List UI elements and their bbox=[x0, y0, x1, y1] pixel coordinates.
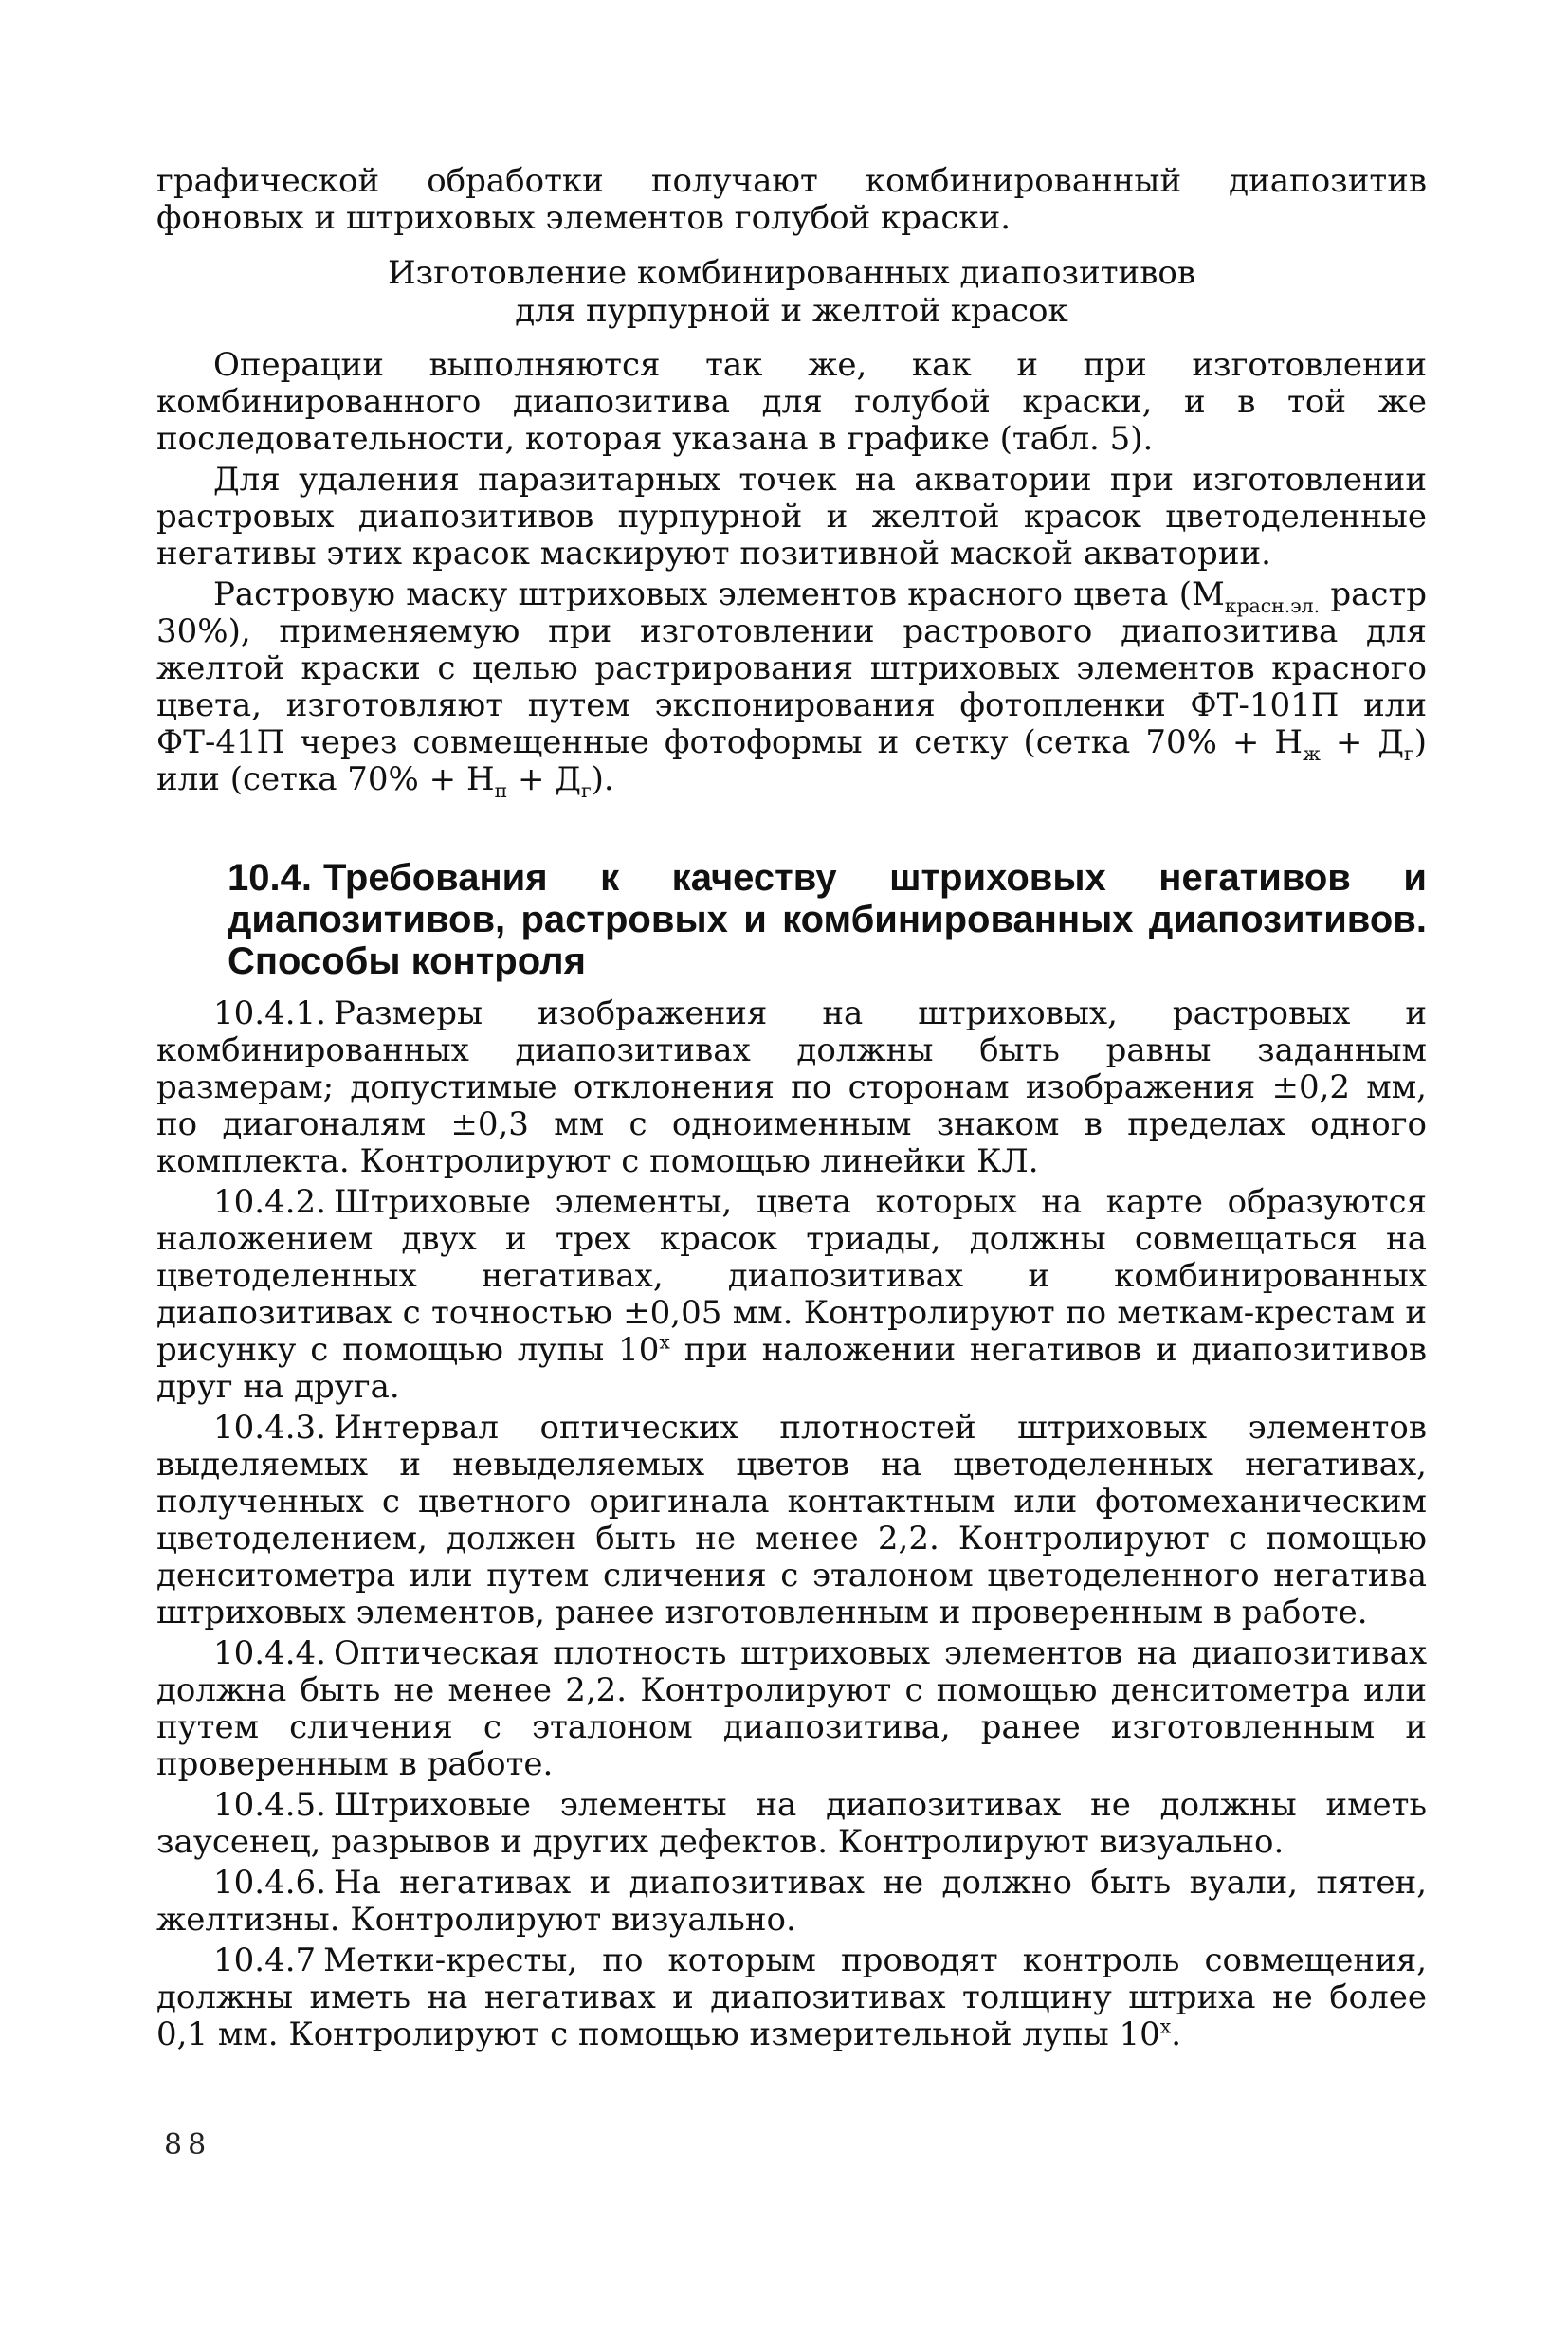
raster-text-2: растр 30%), применяемую при изготовлении растрового диапозитива для желтой краски с целью растрирования штриховых элементов красного цвета, изготовляют путем экспонирования фотопленки ФТ-101П или ФТ-41П через совмещенные фотоформы и сетку (сетка 70% + Н bbox=[156, 575, 1427, 761]
item-text: Размеры изображения на штриховых, растровых и комбинированных диапозитивах должны быть равны заданным размерам; допустимые отклонения по сторонам изображения ±0,2 мм, по диагоналям ±0,3 мм с одноименным знаком в пределах одного комплекта. Контролируют с помощью линейки КЛ. bbox=[156, 994, 1427, 1180]
paragraph-operations: Операции выполняются так же, как и при изготовлении комбинированного диапозитива для голубой краски, и в той же последовательности, которая указана в графике (табл. 5). bbox=[156, 346, 1427, 458]
raster-text-3: + Д bbox=[1320, 723, 1405, 761]
item-10-4-3 bbox=[156, 1410, 1427, 1631]
raster-text-6: ). bbox=[591, 760, 614, 798]
section-heading bbox=[156, 857, 1427, 982]
item-10-4-4 bbox=[156, 1635, 1427, 1783]
item-text-tail: при наложении негативов и диапозитивов друг на друга. bbox=[156, 1331, 1427, 1406]
raster-sub-zh: ж bbox=[1303, 741, 1321, 765]
item-text-tail: . bbox=[1171, 2015, 1182, 2053]
item-number: 10.4.5. bbox=[213, 1786, 326, 1824]
raster-text-4: ) или (сетка 70% + Н bbox=[156, 723, 1427, 798]
raster-sub-g1: г bbox=[1404, 741, 1414, 765]
item-text: На негативах и диапозитивах не должно быть вуали, пятен, желтизны. Контролируют визуально. bbox=[156, 1864, 1427, 1939]
raster-sub-p: п bbox=[494, 778, 508, 802]
item-10-4-7 bbox=[156, 1942, 1427, 2053]
document-page bbox=[156, 163, 1427, 2057]
item-text: Метки-кресты, по которым проводят контроль совмещения, должны иметь на негативах и диапозитивах толщину штриха не более 0,1 мм. Контролируют с помощью измерительной лупы 10 bbox=[156, 1941, 1427, 2053]
raster-text-5: + Д bbox=[507, 760, 581, 798]
item-text: Интервал оптических плотностей штриховых элементов выделяемых и невыделяемых цветов на цветоделенных негативах, полученных с цветного оригинала контактным или фотомеханическим цветоделением, должен быть не менее 2,2. Контролируют с помощью денситометра или путем сличения с эталоном цветоделенного негатива штриховых элементов, ранее изготовленным и проверенным в работе. bbox=[156, 1409, 1427, 1631]
item-text: Штриховые элементы, цвета которых на карте образуются наложением двух и трех красок триады, должны совмещаться на цветоделенных негативах, диапозитивах и комбинированных диапозитивах с точностью ±0,05 мм. Контролируют по меткам-крестам и рисунку с помощью лупы 10 bbox=[156, 1183, 1427, 1369]
item-10-4-6 bbox=[156, 1865, 1427, 1939]
item-number: 10.4.2. bbox=[213, 1183, 326, 1221]
item-sup: х bbox=[659, 1330, 670, 1354]
subheading bbox=[156, 254, 1427, 330]
item-10-4-5 bbox=[156, 1787, 1427, 1861]
subheading-line-2: для пурпурной и желтой красок bbox=[515, 292, 1068, 330]
item-10-4-2 bbox=[156, 1184, 1427, 1406]
section-title: Требования к качеству штриховых негативов и диапозитивов, растровых и комбинированных диапозитивов. Способы контроля bbox=[228, 857, 1427, 982]
paragraph-raster-mask bbox=[156, 575, 1427, 802]
intro-paragraph: графической обработки получают комбинированный диапозитив фоновых и штриховых элементов голубой краски. bbox=[156, 162, 1427, 237]
subheading-line-1: Изготовление комбинированных диапозитивов bbox=[388, 254, 1195, 292]
item-text: Штриховые элементы на диапозитивах не должны иметь заусенец, разрывов и других дефектов. Контролируют визуально. bbox=[156, 1786, 1427, 1861]
item-10-4-1 bbox=[156, 995, 1427, 1180]
item-number: 10.4.4. bbox=[213, 1634, 326, 1672]
item-number: 10.4.3. bbox=[213, 1409, 326, 1447]
item-number: 10.4.1. bbox=[213, 994, 326, 1032]
section-number: 10.4. bbox=[228, 857, 312, 899]
raster-sub-red: красн.эл. bbox=[1224, 593, 1321, 617]
page-number: 88 bbox=[164, 2128, 212, 2161]
item-sup: х bbox=[1159, 2014, 1172, 2038]
paragraph-parasite-dots: Для удаления паразитарных точек на акватории при изготовлении растровых диапозитивов пурпурной и желтой красок цветоделенные негативы этих красок маскируют позитивной маской акватории. bbox=[156, 461, 1427, 573]
item-text: Оптическая плотность штриховых элементов на диапозитивах должна быть не менее 2,2. Контролируют с помощью денситометра или путем сличения с эталоном диапозитива, ранее изготовленным и проверенным в работе. bbox=[156, 1634, 1427, 1783]
raster-sub-g2: г bbox=[580, 778, 592, 802]
item-number: 10.4.6. bbox=[213, 1864, 326, 1902]
raster-text-1: Растровую маску штриховых элементов красного цвета (М bbox=[213, 575, 1225, 613]
item-number: 10.4.7 bbox=[213, 1941, 317, 1979]
